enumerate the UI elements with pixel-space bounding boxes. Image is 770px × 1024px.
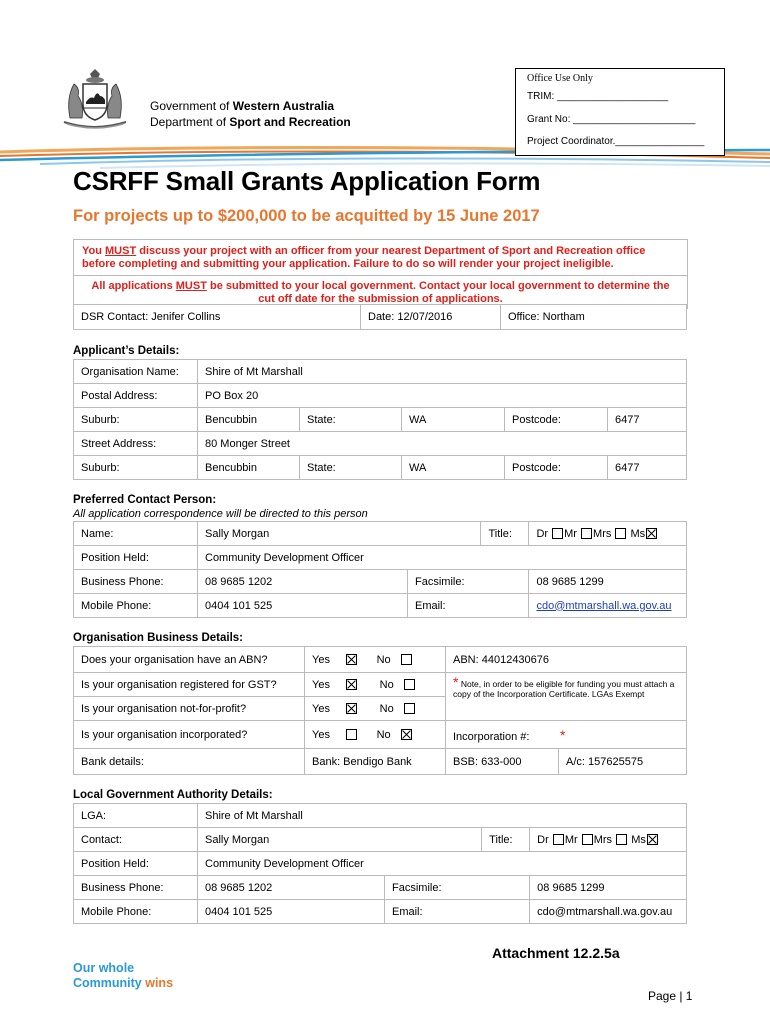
slogan-community: Community [73,976,146,990]
bank-name[interactable]: Bank: Bendigo Bank [305,749,446,775]
postcode-2-label: Postcode: [505,456,608,480]
lga-business-phone-label: Business Phone: [74,876,198,900]
street-address-input[interactable]: 80 Monger Street [198,432,687,456]
lga-table [73,803,687,924]
mobile-phone-input[interactable]: 0404 101 525 [198,594,408,618]
lga-position-label: Position Held: [74,852,198,876]
state-label: State: [300,408,402,432]
q-gst: Is your organisation registered for GST? [74,673,305,697]
dsr-contact-table [73,304,687,330]
government-header [150,98,351,130]
title-mrs-label: Mrs [593,527,612,540]
lga-title-options: Dr Mr Mrs Ms [530,828,687,852]
contact-name-input[interactable]: Sally Morgan [198,522,481,546]
q-nfp: Is your organisation not-for-profit? [74,697,305,721]
account-number[interactable]: A/c: 157625575 [559,749,687,775]
street-address-label: Street Address: [74,432,198,456]
inc-options: Yes No [305,721,446,749]
nfp-options: Yes No [305,697,446,721]
state-input[interactable]: WA [402,408,505,432]
lga-title-mr-checkbox[interactable] [582,834,593,845]
applicant-table [73,359,687,480]
project-coordinator-field[interactable]: Project Coordinator.________________ [527,136,705,147]
incorporation-note: * Note, in order to be eligible for funding you must attach a copy of the Incorporation Certificate. LGAs Exempt [446,673,687,721]
lga-heading: Local Government Authority Details: [73,789,273,801]
q-incorporated: Is your organisation incorporated? [74,721,305,749]
org-name-input[interactable]: Shire of Mt Marshall [198,360,687,384]
dsr-contact[interactable]: DSR Contact: Jenifer Collins [74,305,361,330]
abn-no-checkbox[interactable] [401,654,412,665]
gst-yes-checkbox[interactable] [346,679,357,690]
gst-options: Yes No [305,673,446,697]
incorporation-number[interactable]: Incorporation #: * [446,721,687,749]
title-ms-label: Ms [630,527,646,540]
trim-field[interactable]: TRIM: ____________________ [527,91,669,102]
grant-no-field[interactable]: Grant No: ______________________ [527,114,696,125]
email-link[interactable]: cdo@mtmarshall.wa.gov.au [536,599,672,612]
suburb-2-label: Suburb: [74,456,198,480]
contact-subheading: All application correspondence will be directed to this person [73,508,368,520]
attachment-label: Attachment 12.2.5a [492,945,620,961]
title-mr-label: Mr [564,527,577,540]
dsr-date[interactable]: Date: 12/07/2016 [361,305,501,330]
lga-input[interactable]: Shire of Mt Marshall [198,804,687,828]
postal-address-input[interactable]: PO Box 20 [198,384,687,408]
lga-email-input[interactable]: cdo@mtmarshall.wa.gov.au [530,900,687,924]
lga-contact-label: Contact: [74,828,198,852]
business-phone-label: Business Phone: [74,570,198,594]
lga-label: LGA: [74,804,198,828]
business-heading: Organisation Business Details: [73,632,243,644]
postcode-label: Postcode: [505,408,608,432]
slogan-logo [73,961,173,991]
postcode-input[interactable]: 6477 [608,408,687,432]
contact-title-options [529,522,687,546]
bsb-value[interactable]: BSB: 633-000 [446,749,559,775]
gst-no-checkbox[interactable] [404,679,415,690]
warning-line-1: You MUST discuss your project with an officer from your nearest Department of Sport and Recreation office before completing and submitting your application. Failure to do so will render your project ineligible. [74,240,687,276]
facsimile-label: Facsimile: [408,570,529,594]
lga-email-label: Email: [385,900,530,924]
warning-box [73,239,688,309]
inc-no-checkbox[interactable] [401,729,412,740]
lga-business-phone-input[interactable]: 08 9685 1202 [198,876,385,900]
dept-prefix: Department of [150,115,230,129]
title-mr-checkbox[interactable] [581,528,592,539]
inc-yes-checkbox[interactable] [346,729,357,740]
lga-facsimile-input[interactable]: 08 9685 1299 [530,876,687,900]
state-2-input[interactable]: WA [402,456,505,480]
suburb-input[interactable]: Bencubbin [198,408,300,432]
q-abn: Does your organisation have an ABN? [74,647,305,673]
title-dr-label: Dr [536,527,549,540]
contact-title-label: Title: [481,522,529,546]
lga-contact-input[interactable]: Sally Morgan [198,828,482,852]
email-input[interactable] [529,594,687,618]
nfp-no-checkbox[interactable] [404,703,415,714]
q-bank: Bank details: [74,749,305,775]
lga-facsimile-label: Facsimile: [385,876,530,900]
applicant-heading: Applicant’s Details: [73,345,180,357]
nfp-yes-checkbox[interactable] [346,703,357,714]
gov-prefix: Government of [150,99,233,113]
suburb-2-input[interactable]: Bencubbin [198,456,300,480]
title-mrs-checkbox[interactable] [615,528,626,539]
org-name-label: Organisation Name: [74,360,198,384]
email-label: Email: [408,594,529,618]
contact-name-label: Name: [74,522,198,546]
slogan-wins: wins [145,976,174,990]
title-dr-checkbox[interactable] [552,528,563,539]
office-use-title: Office Use Only [527,73,593,84]
lga-position-input[interactable]: Community Development Officer [198,852,687,876]
suburb-label: Suburb: [74,408,198,432]
abn-options: Yes No [305,647,446,673]
dept-name: Sport and Recreation [229,115,351,129]
lga-title-ms-checkbox-checked[interactable] [647,834,658,845]
abn-yes-checkbox[interactable] [346,654,357,665]
lga-mobile-phone-label: Mobile Phone: [74,900,198,924]
title-ms-checkbox-checked[interactable] [646,528,657,539]
contact-heading: Preferred Contact Person: [73,494,217,506]
postcode-2-input[interactable]: 6477 [608,456,687,480]
position-label: Position Held: [74,546,198,570]
business-phone-input[interactable]: 08 9685 1202 [198,570,408,594]
lga-title-label: Title: [482,828,530,852]
business-table [73,646,687,775]
office-use-box [515,68,725,156]
gov-name: Western Australia [232,99,335,113]
warning-line-2: All applications MUST be submitted to your local government. Contact your local government to determine the cut off date for the submission of applications. [91,280,670,305]
position-input[interactable]: Community Development Officer [198,546,687,570]
facsimile-input[interactable]: 08 9685 1299 [529,570,687,594]
form-subtitle: For projects up to $200,000 to be acquitted by 15 June 2017 [73,207,540,225]
wa-coat-of-arms-logo [62,68,128,130]
lga-title-mrs-checkbox[interactable] [616,834,627,845]
slogan-line-1: Our whole [73,961,135,975]
lga-title-dr-checkbox[interactable] [553,834,564,845]
form-title: CSRFF Small Grants Application Form [73,166,541,196]
state-2-label: State: [300,456,402,480]
postal-address-label: Postal Address: [74,384,198,408]
abn-value[interactable]: ABN: 44012430676 [446,647,687,673]
mobile-phone-label: Mobile Phone: [74,594,198,618]
page-number: Page | 1 [648,989,693,1003]
lga-mobile-phone-input[interactable]: 0404 101 525 [198,900,385,924]
dsr-office[interactable]: Office: Northam [501,305,687,330]
contact-table [73,521,687,618]
